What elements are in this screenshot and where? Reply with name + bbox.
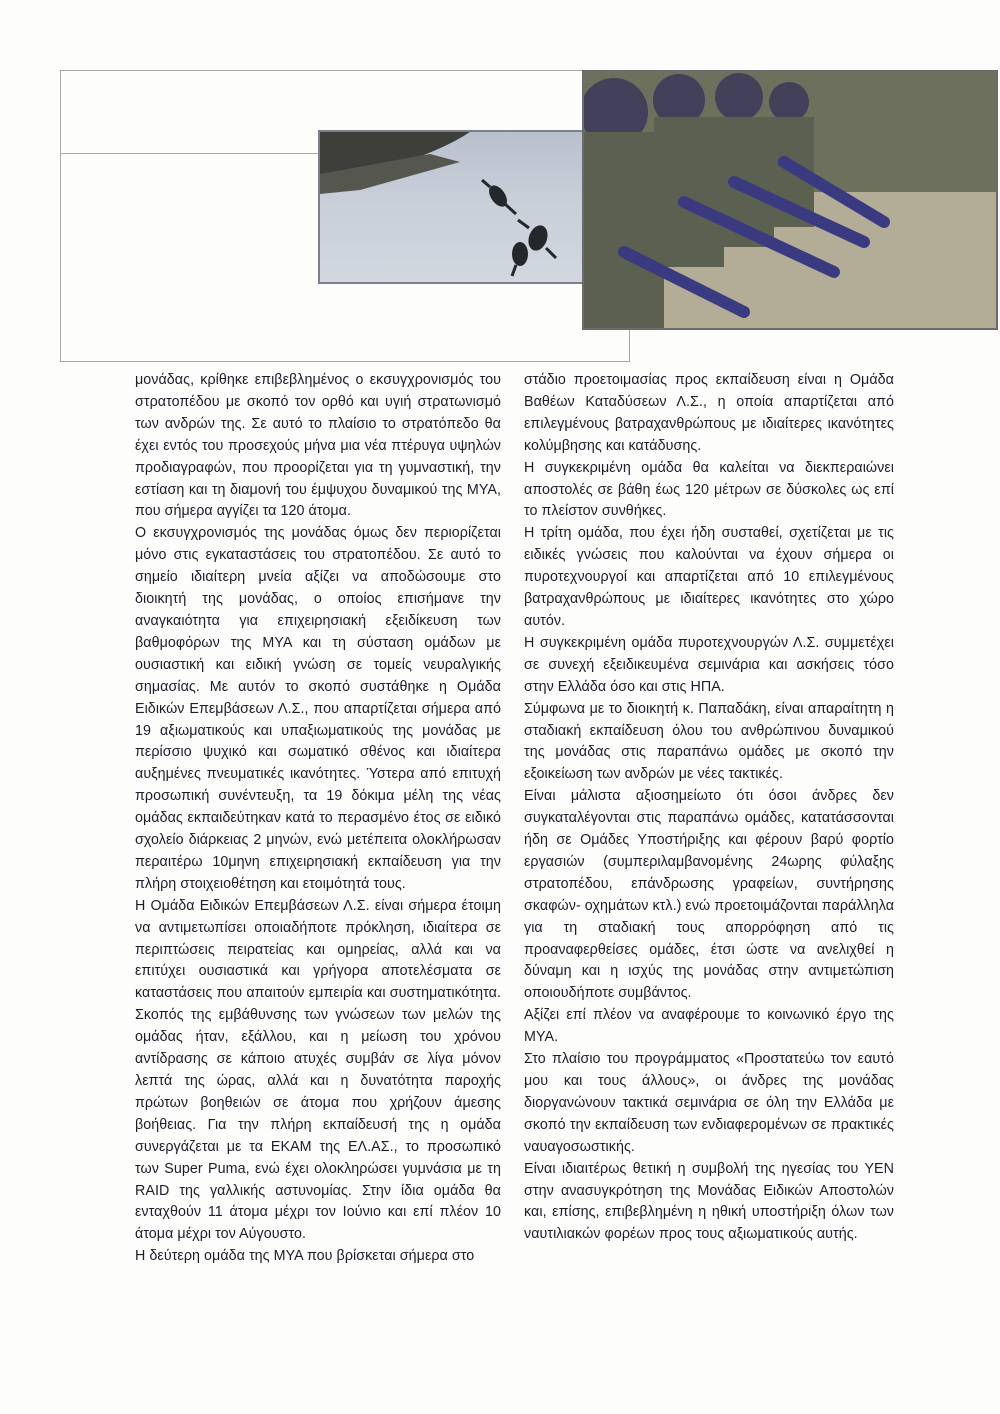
paragraph: Ο εκσυγχρονισμός της μονάδας όμως δεν περιορίζεται μόνο στις εγκαταστάσεις του στρατοπέδου. Σε αυτό το σημείο ιδιαίτερη μνεία αξίζει να αποδώσουμε στο διοικητή της μονάδας, ο οποίος επισήμανε την αναγκαιότητα για επιχειρησιακή εξειδίκευση των βαθμοφόρων της ΜΥΑ και τη σύσταση ομάδων με ουσιαστική και ειδική γνώση σε τομείς νευραλγικής σημασίας. Με αυτόν το σκοπό συστάθηκε η Ομάδα Ειδικών Επεμβάσεων Λ.Σ., που απαρτίζεται σήμερα από 19 αξιωματικούς και υπαξιωματικούς της μονάδας με περίσσιο ψυχικό και σωματικό σθένος και ιδιαίτερα αυξημένες πνευματικές ικανότητες. Ύστερα από επιτυχή προσωπική συνέντευξη, τα 19 δόκιμα μέλη της νέας ομάδας εκπαιδεύτηκαν κατά το περασμένο έτος σε ειδικό σχολείο διάρκειας 2 μηνών, ενώ μετέπειτα ολοκλήρωσαν περαιτέρω 10μηνη επιχειρησιακή εκπαίδευση για την πλήρη στοιχειοθέτηση και ετοιμότητά τους. bbox=[135, 525, 501, 892]
frame-line-top bbox=[60, 70, 582, 71]
article-column-left bbox=[135, 370, 501, 1268]
frame-line-right bbox=[629, 326, 630, 362]
paragraph: Στο πλαίσιο του προγράμματος «Προστατεύω τον εαυτό μου και τους άλλους», οι άνδρες της μονάδας διοργανώνουν τακτικά σεμινάρια σε όλη την Ελλάδα με σκοπό την εκπαίδευση των ενδιαφερομένων σε πρακτικές ναυαγοσωστικής. bbox=[524, 1051, 894, 1155]
paragraph: Σύμφωνα με το διοικητή κ. Παπαδάκη, είναι απαραίτητη η σταδιακή εκπαίδευση όλου του ανθρώπινου δυναμικού της μονάδας στις παραπάνω ομάδες με σκοπό την εξοικείωση των ανδρών με νέες τακτικές. bbox=[524, 700, 894, 783]
paragraph: Η τρίτη ομάδα, που έχει ήδη συσταθεί, σχετίζεται με τις ειδικές γνώσεις που καλούνται να έχουν σήμερα οι πυροτεχνουργοί και απαρτίζεται από 10 επιλεγμένους βατραχανθρώπους με ιδιαίτερες ικανότητες στο χώρο αυτόν. bbox=[524, 525, 894, 629]
frame-line-left bbox=[60, 70, 61, 362]
paragraph: Η συγκεκριμένη ομάδα πυροτεχνουργών Λ.Σ. συμμετέχει σε συνεχή εξειδικευμένα σεμινάρια και ασκήσεις τόσο στην Ελλάδα όσο και στις ΗΠΑ. bbox=[524, 634, 894, 695]
paragraph: Είναι μάλιστα αξιοσημείωτο ότι όσοι άνδρες δεν συγκαταλέγονται στις παραπάνω ομάδες, κατατάσσονται ήδη σε Ομάδες Υποστήριξης και φέρουν βαρύ φορτίο εργασιών (συμπεριλαμβανομένης 24ωρης φύλαξης στρατοπέδου, επάνδρωσης γραφείων, συντήρησης σκαφών- οχημάτων κτλ.) ενώ προετοιμάζονται παράλληλα για τη σταδιακή τους απορρόφηση από τις προαναφερθείσες ομάδες, έτσι ώστε να ανελιχθεί η δύναμη και η ισχύς της μονάδας στην αντιμετώπιση οποιουδήποτε συμβάντος. bbox=[524, 788, 895, 1002]
paragraph: μονάδας, κρίθηκε επιβεβλημένος ο εκσυγχρονισμός του στρατοπέδου με σκοπό τον ορθό και υγιή στρατωνισμό των ανδρών της. Σε αυτό το πλαίσιο το στρατόπεδο θα έχει εντός του προσεχούς μήνα μια νέα πτέρυγα υψηλών προδιαγραφών, που προορίζεται για τη γυμναστική, την εστίαση και τη διαμονή του έμψυχου δυναμικού της ΜΥΑ, που σήμερα αγγίζει τα 120 άτομα. bbox=[135, 372, 501, 520]
paragraph: Αξίζει επί πλέον να αναφέρουμε το κοινωνικό έργο της ΜΥΑ. bbox=[524, 1007, 894, 1046]
paragraph: Είναι ιδιαιτέρως θετική η συμβολή της ηγεσίας του ΥΕΝ στην ανασυγκρότηση της Μονάδας Ειδικών Αποστολών και, επίσης, επιβεβλημένη η ηθική υποστήριξη όλων των ναυτιλιακών φορέων προς τους αξιωματικούς αυτής. bbox=[524, 1160, 894, 1243]
paragraph: Η Ομάδα Ειδικών Επεμβάσεων Λ.Σ. είναι σήμερα έτοιμη να αντιμετωπίσει οποιαδήποτε πρόκληση, ιδιαίτερα σε περιπτώσεις πειρατείας και ομηρείας, αλλά και να επιτύχει ουσιαστικά και γρήγορα αποτελέσματα σε καταστάσεις που απαιτούν εμπειρία και συστηματικότητα. Σκοπός της εμβάθυνσης των γνώσεων των μελών της ομάδας ήταν, εξάλλου, και η μείωση του χρόνου αντίδρασης σε κάποιο ατυχές συμβάν σε λίγα μόνον λεπτά της ώρας, αλλά και η δυνατότητα παροχής πρώτων βοηθειών σε άτομα που χρήζουν άμεσης βοήθειας. Για την πλήρη εκπαίδευσή της η ομάδα συνεργάζεται με τα ΕΚΑΜ της ΕΛ.ΑΣ., το προσωπικό των Super Puma, ενώ έχει ολοκληρώσει γυμνάσια με τη RAID της γαλλικής αστυνομίας. Στην ίδια ομάδα θα ενταχθούν 11 άτομα μέχρι τον Ιούνιο και επί πλέον 10 άτομα μέχρι τον Αύγουστο. bbox=[135, 897, 501, 1243]
article-column-right bbox=[524, 370, 894, 1246]
paragraph: στάδιο προετοιμασίας προς εκπαίδευση είναι η Ομάδα Βαθέων Καταδύσεων Λ.Σ., η οποία απαρτίζεται από επιλεγμένους βατραχανθρώπους με ιδιαίτερες ικανότητες κολύμβησης και κατάδυσης. bbox=[524, 372, 894, 454]
frame-line-bottom bbox=[60, 361, 630, 362]
skydivers-photo bbox=[318, 130, 584, 284]
paragraph: Η δεύτερη ομάδα της ΜΥΑ που βρίσκεται σήμερα στο bbox=[135, 1248, 475, 1265]
paragraph: Η συγκεκριμένη ομάδα θα καλείται να διεκπεραιώνει αποστολές σε βάθη έως 120 μέτρων σε δύσκολες ως επί το πλείστον συνθήκες. bbox=[524, 459, 894, 520]
frame-line-mid bbox=[60, 153, 318, 154]
soldiers-photo bbox=[582, 70, 998, 330]
